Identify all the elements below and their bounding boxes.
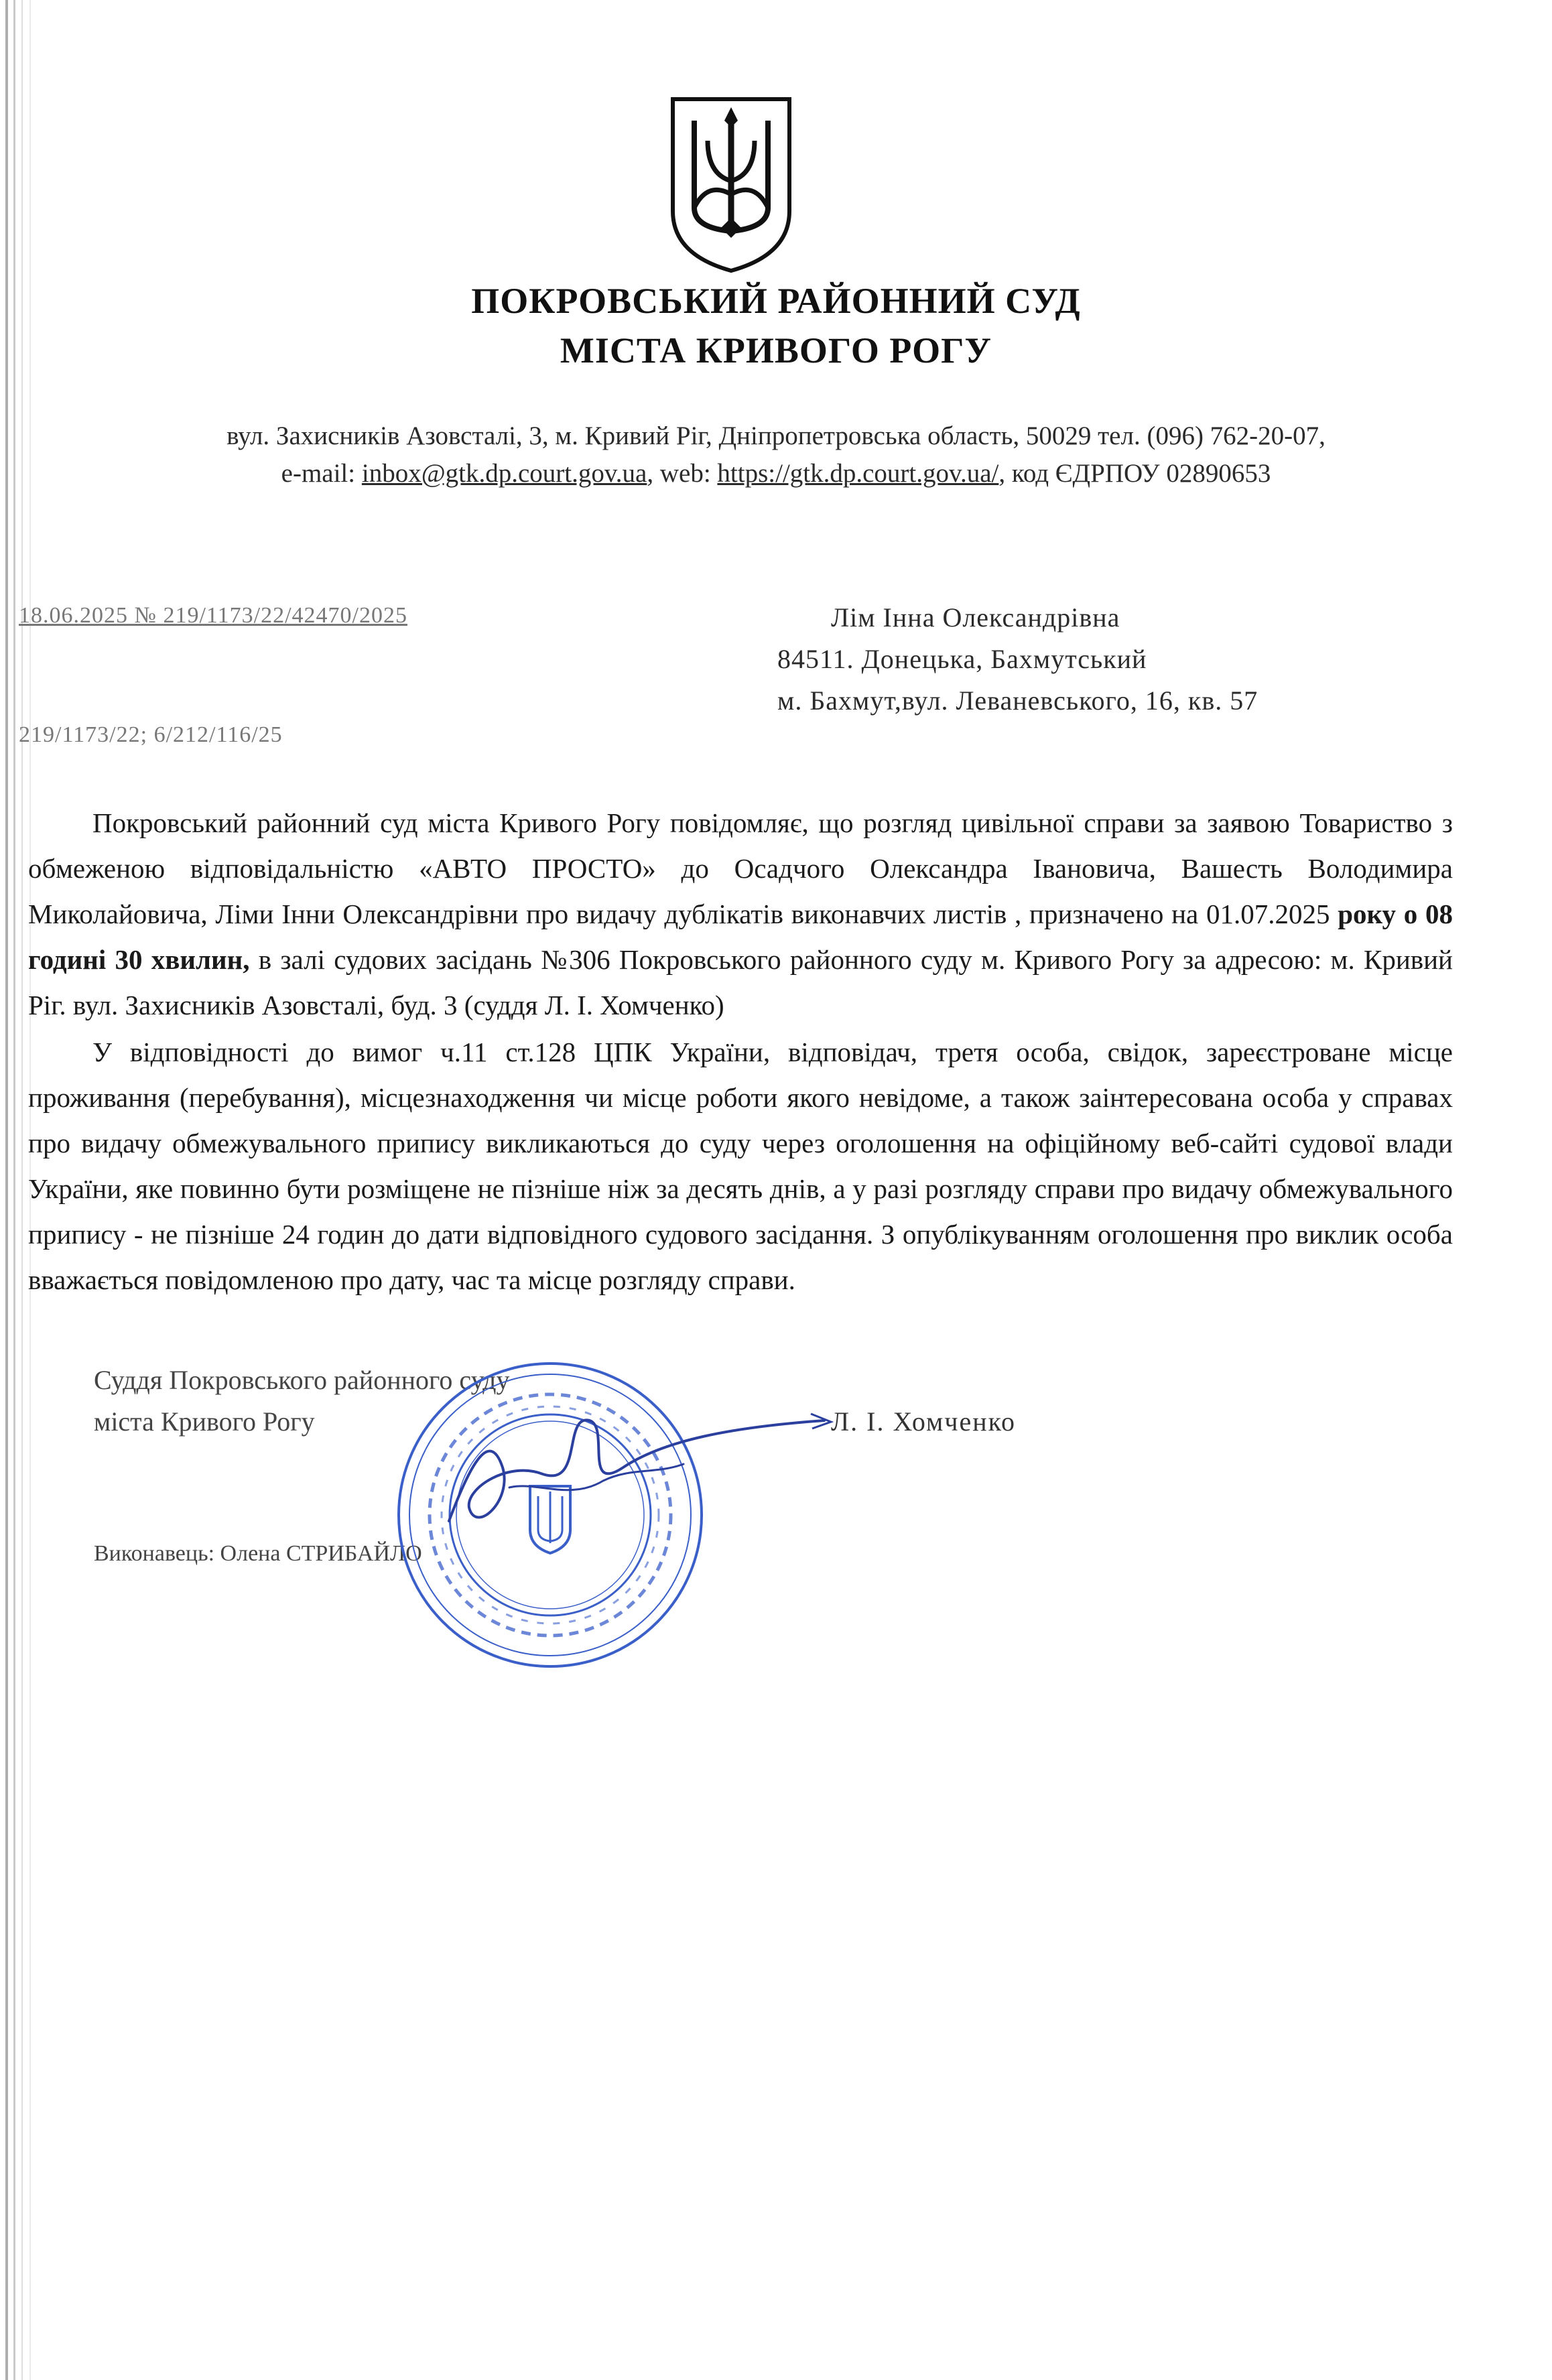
executor-name: Виконавець: Олена СТРИБАЙЛО [94,1541,422,1566]
court-name-line1: ПОКРОВСЬКИЙ РАЙОННИЙ СУД [471,281,1081,321]
court-address: вул. Захисників Азовсталі, 3, м. Кривий Ріг, Дніпропетровська область, 50029 тел. (096) 762-20-07, [227,421,1325,450]
judge-title-line2: міста Кривого Рогу [94,1406,315,1437]
edrpou-code: , код ЄДРПОУ 02890653 [998,459,1271,488]
judge-signature [429,1387,858,1555]
court-contacts [0,458,1552,488]
recipient-address-line2: м. Бахмут,вул. Леваневського, 16, кв. 57 [777,685,1258,716]
judge-title-line1: Суддя Покровського районного суду [94,1365,510,1395]
law-text: У відповідності до вимог ч.11 ст.128 ЦПК України, відповідач, третя особа, свідок, зареєстроване місце проживання (перебування), місцезнаходження чи місце роботи якого невідоме, а також заінтересована особа у справах про видачу обмежувального припису викликаються до суду через оголошення на офіційному веб-сайті судової влади України, яке повинно бути розміщене не пізніше ніж за десять днів, а у разі розгляду справи про видачу обмежувального припису - не пізніше 24 годин до дати відповідного судового засідання. З опублікуванням оголошення про виклик особа вважається повідомленою про дату, час та місце розгляду справи. [28,1037,1453,1295]
recipient-address-line1: 84511. Донецька, Бахмутський [777,644,1147,674]
website-link[interactable]: https://gtk.dp.court.gov.ua/ [717,459,999,488]
notice-paragraph [28,800,1453,1028]
email-label: e-mail: [281,459,362,488]
trident-emblem-icon [667,94,795,275]
notice-text-part1: Покровський районний суд міста Кривого Рогу повідомляє, що розгляд цивільної справи за заявою Товариство з обмеженою відповідальністю «АВТО ПРОСТО» до Осадчого Олександра Івановича, Вашесть Володимира Миколайовича, Ліми Інни Олександрівни про видачу дублікатів виконавчих листів , призначено на 01.07.2025 [28,807,1453,929]
hearing-time: року о 08 годині 30 хвилин, [28,899,1453,975]
outgoing-reference: 18.06.2025 № 219/1173/22/42470/2025 [19,603,407,628]
email-link[interactable]: inbox@gtk.dp.court.gov.ua [361,459,647,488]
law-paragraph [28,1029,1453,1303]
judge-name: Л. І. Хомченко [831,1406,1017,1437]
court-name-line2: МІСТА КРИВОГО РОГУ [560,330,992,371]
notice-text-part2: в залі судових засідань №306 Покровського районного суду м. Кривого Рогу за адресою: м. Кривий Ріг. вул. Захисників Азовсталі, буд. 3 (суддя Л. І. Хомченко) [28,944,1453,1020]
web-label: , web: [647,459,718,488]
case-number: 219/1173/22; 6/212/116/25 [19,722,283,747]
recipient-name: Лім Інна Олександрівна [831,602,1120,633]
